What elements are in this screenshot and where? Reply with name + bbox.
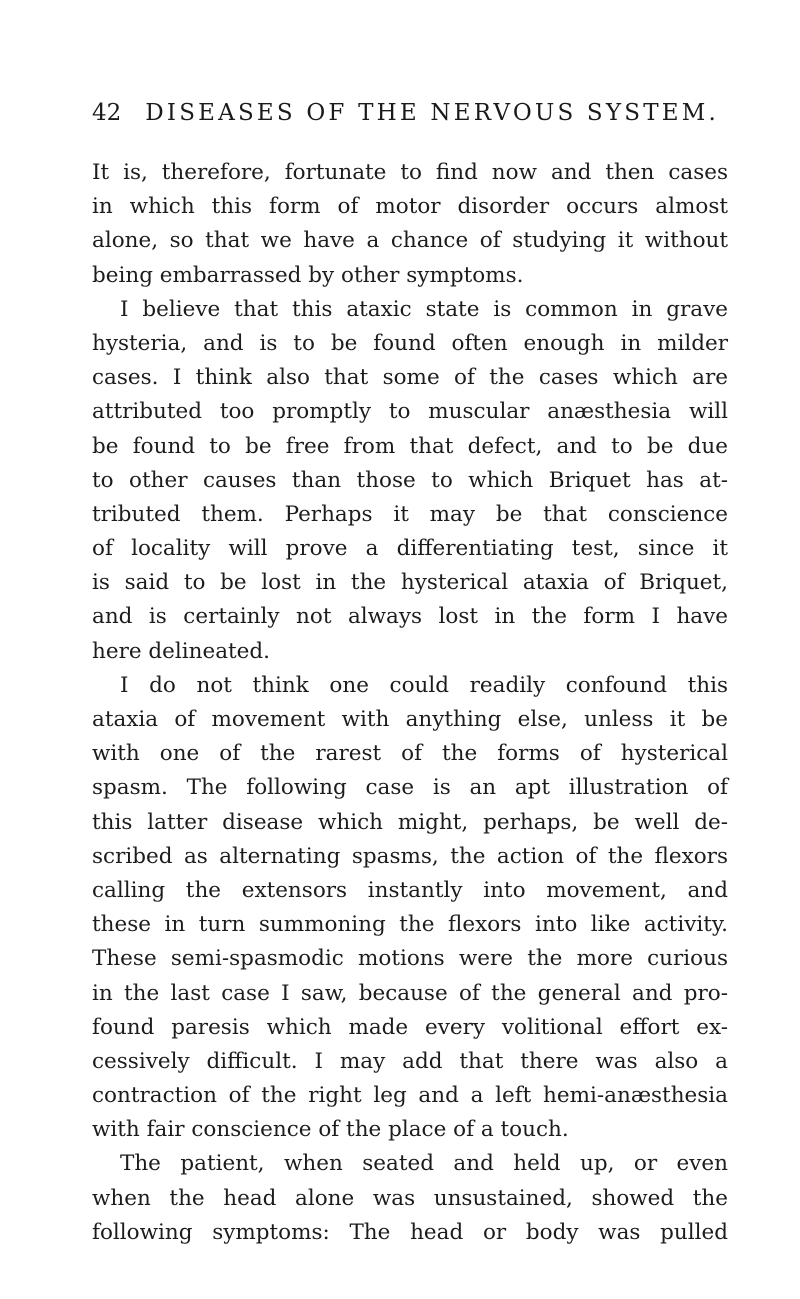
text-line: I do not think one could readily confound this (120, 672, 728, 698)
text-line: cases. I think also that some of the cases which are (92, 365, 728, 391)
text-line: with one of the rarest of the forms of hysterical (92, 741, 728, 767)
text-line: found paresis which made every volitional effort ex- (92, 1014, 728, 1040)
text-line: attributed too promptly to muscular anæsthesia will (92, 399, 728, 425)
text-line: be found to be free from that defect, and to be due (92, 433, 728, 459)
text-line: scribed as alternating spasms, the action of the flexors (92, 843, 728, 869)
page-number: 42 (92, 100, 122, 126)
text-line: These semi-spasmodic motions were the more curious (92, 946, 728, 972)
text-line: is said to be lost in the hysterical ataxia of Briquet, (92, 570, 728, 596)
text-line: calling the extensors instantly into movement, and (92, 877, 728, 903)
body-text (92, 156, 728, 1250)
text-line: being embarrassed by other symptoms. (92, 262, 524, 288)
text-line: spasm. The following case is an apt illustration of (92, 775, 728, 801)
text-line: following symptoms: The head or body was pulled (92, 1219, 728, 1245)
running-title: DISEASES OF THE NERVOUS SYSTEM. (145, 100, 720, 126)
text-line: this latter disease which might, perhaps, be well de- (92, 809, 728, 835)
book-page (92, 100, 728, 1250)
text-line: when the head alone was unsustained, showed the (92, 1185, 728, 1211)
text-line: It is, therefore, fortunate to find now and then cases (92, 160, 728, 185)
text-line: to other causes than those to which Briquet has at- (92, 467, 728, 493)
text-line: hysteria, and is to be found often enough in milder (92, 330, 728, 356)
text-line: and is certainly not always lost in the form I have (92, 604, 728, 630)
text-line: here delineated. (92, 638, 270, 664)
running-head (92, 100, 728, 140)
text-line: of locality will prove a differentiating test, since it (92, 536, 728, 562)
text-line: in which this form of motor disorder occurs almost (92, 194, 728, 220)
text-line: contraction of the right leg and a left hemi-anæsthesia (92, 1083, 728, 1109)
text-line: I believe that this ataxic state is common in grave (120, 296, 728, 322)
text-line: The patient, when seated and held up, or even (120, 1151, 728, 1177)
text-line: in the last case I saw, because of the general and pro- (92, 980, 728, 1006)
text-line: alone, so that we have a chance of studying it without (92, 228, 728, 254)
text-line: cessively difficult. I may add that there was also a (92, 1048, 728, 1074)
text-line: tributed them. Perhaps it may be that conscience (92, 501, 728, 527)
text-line: ataxia of movement with anything else, unless it be (92, 707, 728, 732)
text-line: with fair conscience of the place of a touch. (92, 1117, 569, 1143)
text-line: these in turn summoning the flexors into like activity. (92, 912, 728, 938)
